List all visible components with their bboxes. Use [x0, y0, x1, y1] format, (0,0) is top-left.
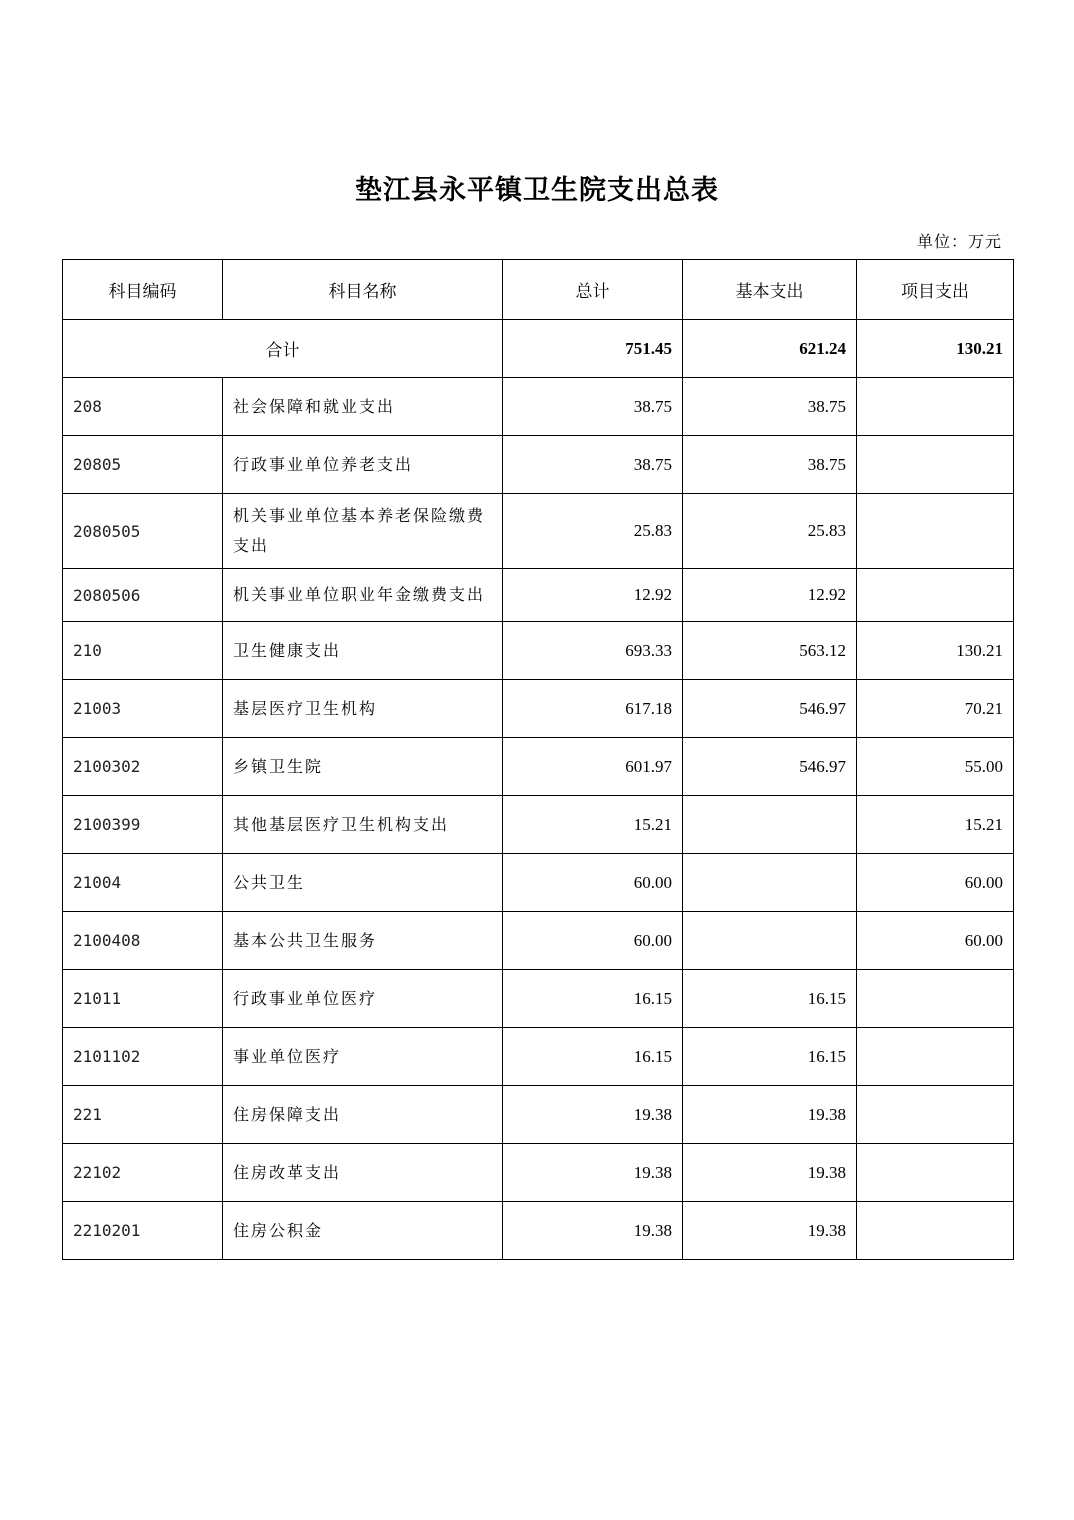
row-name: 其他基层医疗卫生机构支出 — [223, 796, 503, 854]
row-code: 20805 — [63, 436, 223, 494]
row-project — [857, 1202, 1014, 1260]
row-project — [857, 1086, 1014, 1144]
row-project: 15.21 — [857, 796, 1014, 854]
row-project: 60.00 — [857, 912, 1014, 970]
table-row — [63, 1086, 1014, 1144]
row-project — [857, 1144, 1014, 1202]
row-code: 21004 — [63, 854, 223, 912]
row-name: 住房保障支出 — [223, 1086, 503, 1144]
table-row — [63, 436, 1014, 494]
row-code: 2100399 — [63, 796, 223, 854]
row-code: 2100408 — [63, 912, 223, 970]
row-basic: 563.12 — [683, 622, 857, 680]
total-total: 751.45 — [503, 320, 683, 378]
header-name: 科目名称 — [223, 260, 503, 320]
row-total: 15.21 — [503, 796, 683, 854]
row-basic — [683, 796, 857, 854]
table-row — [63, 569, 1014, 622]
row-name: 机关事业单位职业年金缴费支出 — [223, 569, 503, 622]
row-code: 2100302 — [63, 738, 223, 796]
total-label: 合计 — [63, 320, 503, 378]
row-name: 乡镇卫生院 — [223, 738, 503, 796]
row-total: 617.18 — [503, 680, 683, 738]
row-project: 60.00 — [857, 854, 1014, 912]
row-basic: 19.38 — [683, 1202, 857, 1260]
row-name: 行政事业单位医疗 — [223, 970, 503, 1028]
header-total: 总计 — [503, 260, 683, 320]
header-basic: 基本支出 — [683, 260, 857, 320]
row-total: 19.38 — [503, 1086, 683, 1144]
row-project — [857, 436, 1014, 494]
row-basic: 19.38 — [683, 1086, 857, 1144]
row-code: 2080506 — [63, 569, 223, 622]
row-code: 21011 — [63, 970, 223, 1028]
row-code: 2210201 — [63, 1202, 223, 1260]
row-basic: 12.92 — [683, 569, 857, 622]
row-project: 55.00 — [857, 738, 1014, 796]
table-row — [63, 1028, 1014, 1086]
row-project — [857, 378, 1014, 436]
row-code: 2080505 — [63, 494, 223, 569]
header-project: 项目支出 — [857, 260, 1014, 320]
row-total: 601.97 — [503, 738, 683, 796]
row-project: 130.21 — [857, 622, 1014, 680]
table-row — [63, 378, 1014, 436]
table-header-row — [63, 260, 1014, 320]
table-row — [63, 494, 1014, 569]
row-basic: 16.15 — [683, 970, 857, 1028]
row-name: 机关事业单位基本养老保险缴费支出 — [223, 494, 503, 569]
row-basic: 19.38 — [683, 1144, 857, 1202]
row-code: 2101102 — [63, 1028, 223, 1086]
table-row — [63, 738, 1014, 796]
row-name: 事业单位医疗 — [223, 1028, 503, 1086]
row-basic: 16.15 — [683, 1028, 857, 1086]
table-row — [63, 854, 1014, 912]
row-code: 21003 — [63, 680, 223, 738]
row-basic: 38.75 — [683, 378, 857, 436]
row-name: 基层医疗卫生机构 — [223, 680, 503, 738]
row-total: 12.92 — [503, 569, 683, 622]
expenditure-table — [62, 259, 1014, 1260]
row-basic — [683, 854, 857, 912]
header-code: 科目编码 — [63, 260, 223, 320]
row-total: 19.38 — [503, 1202, 683, 1260]
row-name: 社会保障和就业支出 — [223, 378, 503, 436]
total-basic: 621.24 — [683, 320, 857, 378]
row-project — [857, 1028, 1014, 1086]
row-total: 38.75 — [503, 378, 683, 436]
row-name: 卫生健康支出 — [223, 622, 503, 680]
row-name: 住房改革支出 — [223, 1144, 503, 1202]
total-row — [63, 320, 1014, 378]
row-total: 38.75 — [503, 436, 683, 494]
row-code: 221 — [63, 1086, 223, 1144]
row-project: 70.21 — [857, 680, 1014, 738]
row-code: 208 — [63, 378, 223, 436]
row-project — [857, 494, 1014, 569]
row-basic: 25.83 — [683, 494, 857, 569]
row-project — [857, 569, 1014, 622]
row-code: 22102 — [63, 1144, 223, 1202]
row-code: 210 — [63, 622, 223, 680]
row-project — [857, 970, 1014, 1028]
table-row — [63, 912, 1014, 970]
row-name: 行政事业单位养老支出 — [223, 436, 503, 494]
row-total: 60.00 — [503, 854, 683, 912]
table-row — [63, 796, 1014, 854]
table-row — [63, 970, 1014, 1028]
table-row — [63, 1144, 1014, 1202]
row-total: 693.33 — [503, 622, 683, 680]
table-row — [63, 1202, 1014, 1260]
unit-label: 单位：万元 — [916, 232, 1002, 251]
row-total: 16.15 — [503, 1028, 683, 1086]
row-name: 基本公共卫生服务 — [223, 912, 503, 970]
row-total: 19.38 — [503, 1144, 683, 1202]
row-basic — [683, 912, 857, 970]
row-total: 60.00 — [503, 912, 683, 970]
row-basic: 546.97 — [683, 680, 857, 738]
page-title: 垫江县永平镇卫生院支出总表 — [355, 175, 719, 206]
table-row — [63, 680, 1014, 738]
total-project: 130.21 — [857, 320, 1014, 378]
row-basic: 38.75 — [683, 436, 857, 494]
row-name: 住房公积金 — [223, 1202, 503, 1260]
row-total: 16.15 — [503, 970, 683, 1028]
table-row — [63, 622, 1014, 680]
row-name: 公共卫生 — [223, 854, 503, 912]
row-total: 25.83 — [503, 494, 683, 569]
row-basic: 546.97 — [683, 738, 857, 796]
